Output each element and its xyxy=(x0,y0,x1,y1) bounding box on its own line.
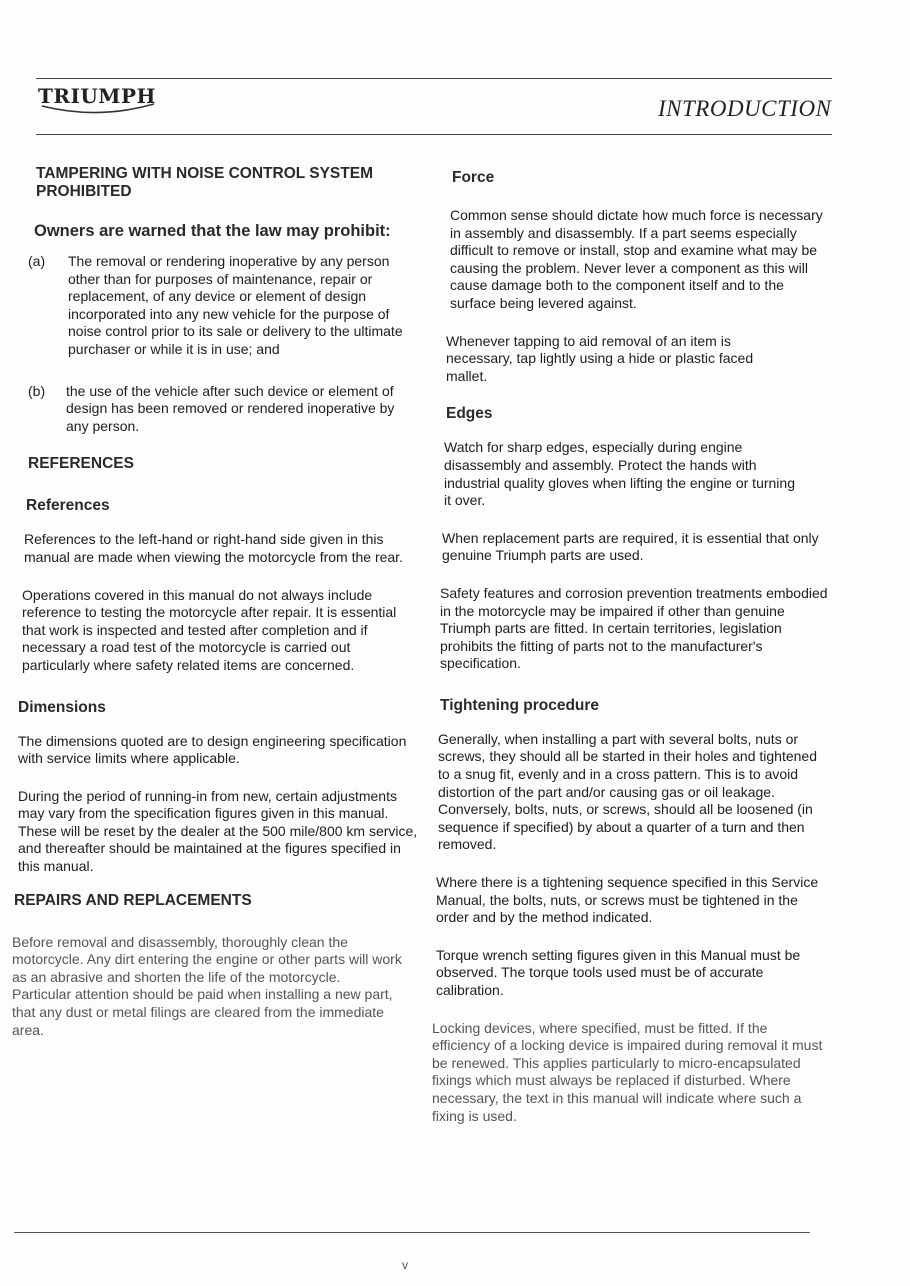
owners-warning: Owners are warned that the law may prohibit: xyxy=(34,222,391,240)
edges-paragraph-1: Watch for sharp edges, especially during engine disassembly and assembly. Protect the hands with industrial quality gloves when lifting the engine or turning it over. xyxy=(444,439,795,509)
dimensions-paragraph-2: During the period of running-in from new, certain adjustments may vary from the specification figures given in this manual. These will be reset by the dealer at the 500 mile/800 km service, and thereafter should be maintained at the figures specified in this manual. xyxy=(18,787,418,875)
force-heading: Force xyxy=(452,169,495,186)
item-b-label: (b) xyxy=(28,382,46,399)
edges-paragraph-3: Safety features and corrosion prevention treatments embodied in the motorcycle may be impaired if other than genuine Triumph parts are fitted. In certain territories, legislation prohibits the fitting of parts not to the manufacturer's specification. xyxy=(440,584,828,672)
edges-heading: Edges xyxy=(446,405,493,423)
force-paragraph-1: Common sense should dictate how much force is necessary in assembly and disassembly. If a part seems especially difficult to remove or install, stop and examine what may be causing the problem. Never lever a component as this will cause damage both to the component itself and to the surface being levered against. xyxy=(450,207,823,311)
repairs-paragraph-1: Before removal and disassembly, thoroughly clean the motorcycle. Any dirt entering the engine or other parts will work as an abrasive and shorten the life of the motorcycle. Particular attention should be paid when installing a new part, that any dust or metal filings are cleared from the immediate area. xyxy=(12,933,402,1038)
tightening-heading: Tightening procedure xyxy=(440,696,600,714)
item-b-text: the use of the vehicle after such device or element of design has been removed or rendered inoperative by any person. xyxy=(66,382,395,434)
header-top-rule xyxy=(36,78,832,79)
header-bottom-rule xyxy=(36,134,832,135)
list-item-a xyxy=(28,253,418,359)
triumph-logo xyxy=(38,84,158,124)
section-title: INTRODUCTION xyxy=(658,96,832,121)
item-a-label: (a) xyxy=(28,253,46,269)
tightening-paragraph-2: Where there is a tightening sequence specified in this Service Manual, the bolts, nuts, or screws must be tightened in the order and by the method indicated. xyxy=(436,874,819,926)
tightening-paragraph-1: Generally, when installing a part with several bolts, nuts or screws, they should all be started in their holes and tightened to a snug fit, evenly and in a cross pattern. This is to avoid distortion of the part and/or causing gas or oil leakage. Conversely, bolts, nuts, or screws, should all be loosened (in sequence if specified) by about a quarter of a turn and then removed. xyxy=(438,730,818,853)
tightening-paragraph-3: Torque wrench setting figures given in this Manual must be observed. The torque tools used must be of accurate calibration. xyxy=(436,946,801,998)
tampering-heading: TAMPERING WITH NOISE CONTROL SYSTEM PROHIBITED xyxy=(36,165,373,200)
references-paragraph-1: References to the left-hand or right-hand side given in this manual are made when viewing the motorcycle from the rear. xyxy=(24,531,403,565)
references-heading: REFERENCES xyxy=(28,455,134,473)
list-item-b xyxy=(28,383,418,436)
right-column xyxy=(432,165,828,1125)
repairs-heading: REPAIRS AND REPLACEMENTS xyxy=(14,891,252,909)
edges-paragraph-2: When replacement parts are required, it is essential that only genuine Triumph parts are used. xyxy=(442,529,819,564)
item-a-text: The removal or rendering inoperative by any person other than for purposes of maintenance, repair or replacement, of any device or element of design incorporated into any new vehicle for the purpose of noise control prior to its sale or delivery to the ultimate purchaser or while it is in use; and xyxy=(68,253,403,357)
dimensions-paragraph-1: The dimensions quoted are to design engineering specification with service limits where applicable. xyxy=(18,732,407,767)
dimensions-heading: Dimensions xyxy=(18,698,106,716)
logo-text: TRIUMPH xyxy=(38,84,156,108)
references-paragraph-2: Operations covered in this manual do not always include reference to testing the motorcycle after repair. It is essential that work is inspected and tested after completion and if necessary a road test of the motorcycle is carried out particularly where safety related items are concerned. xyxy=(22,586,397,673)
page-number: v xyxy=(402,1258,408,1272)
force-paragraph-2: Whenever tapping to aid removal of an item is necessary, tap lightly using a hide or plastic faced mallet. xyxy=(446,332,754,384)
tightening-paragraph-4: Locking devices, where specified, must be fitted. If the efficiency of a locking device is impaired during removal it must be renewed. This applies particularly to micro-encapsulated fixings which must always be replaced if disturbed. Where necessary, the text in this manual will indicate where such a fixing is used. xyxy=(432,1019,823,1124)
left-column xyxy=(12,165,418,1039)
references-subheading: References xyxy=(26,497,110,515)
footer-rule xyxy=(14,1232,810,1233)
